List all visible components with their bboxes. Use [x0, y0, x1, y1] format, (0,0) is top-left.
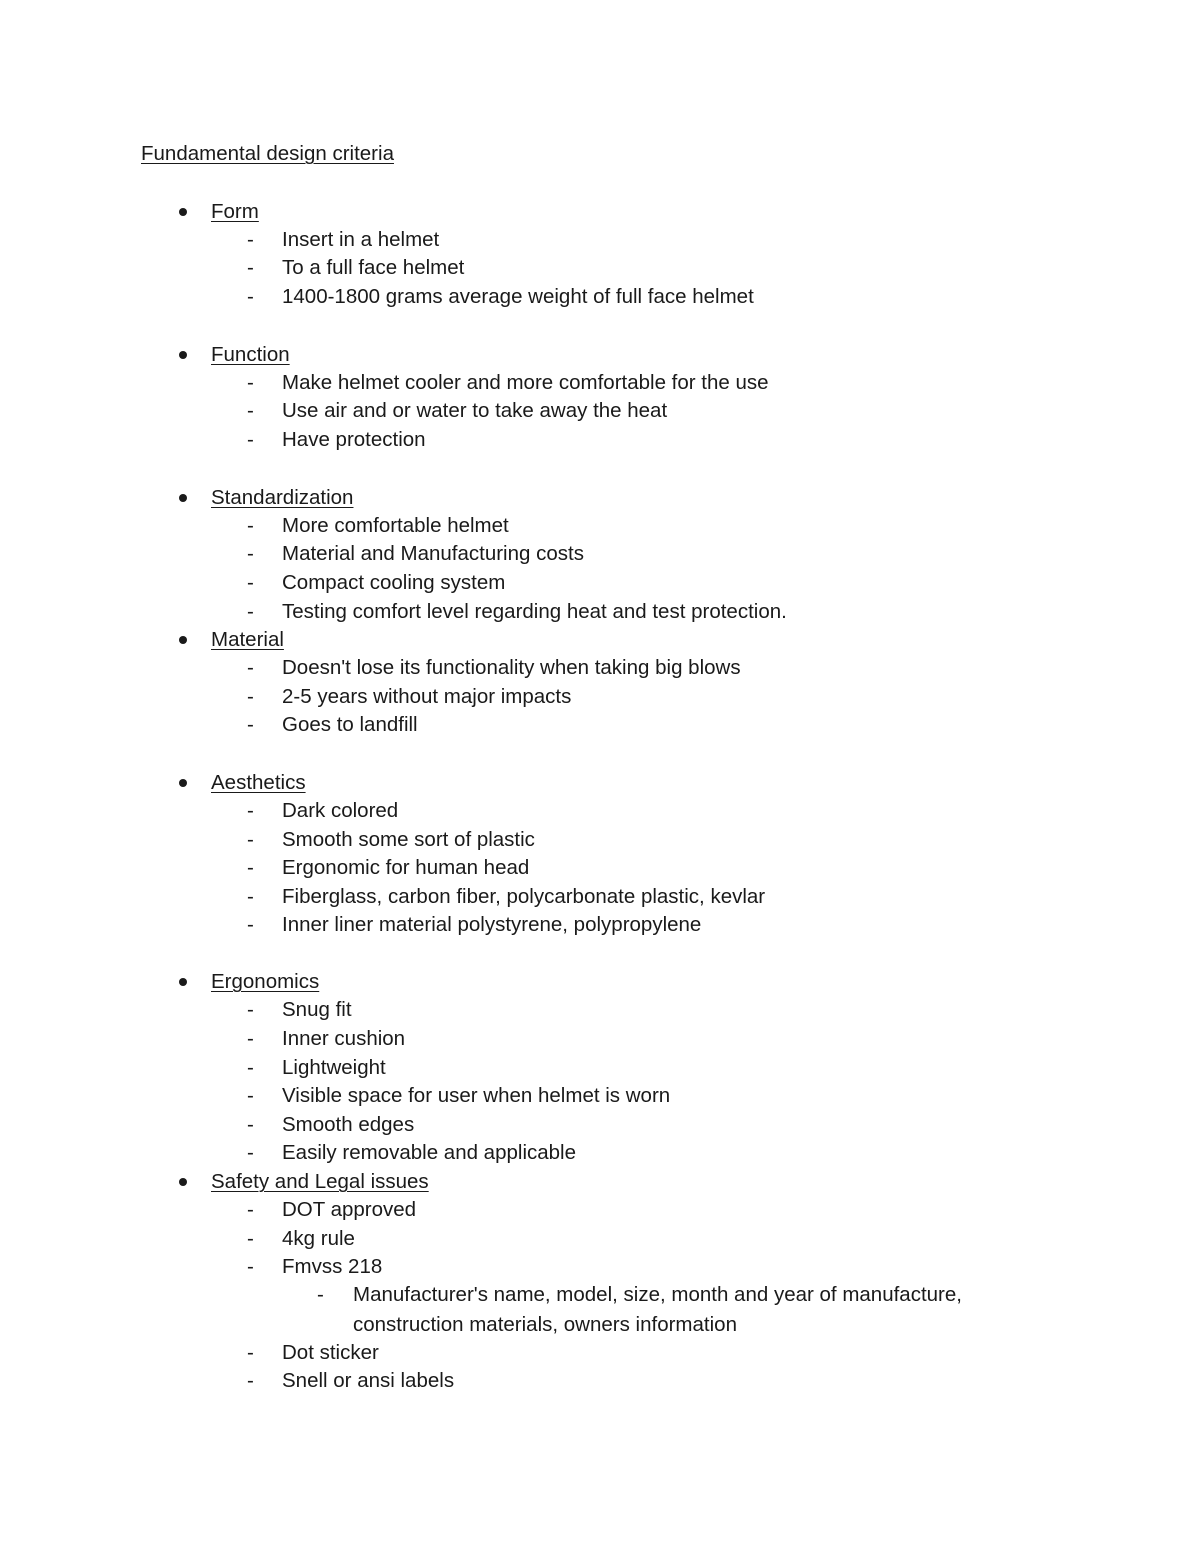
dash-marker: -: [247, 256, 254, 279]
list-item: 4kg rule: [282, 1227, 355, 1250]
bullet-icon: [179, 779, 187, 787]
dash-marker: -: [247, 542, 254, 565]
dash-marker: -: [247, 514, 254, 537]
list-item: 2-5 years without major impacts: [282, 685, 572, 708]
list-item: Inner cushion: [282, 1027, 406, 1050]
dash-marker: -: [247, 399, 254, 422]
dash-marker: -: [247, 799, 254, 822]
section-heading-function: Function: [211, 343, 290, 366]
list-item: Smooth edges: [282, 1113, 415, 1136]
dash-marker: -: [247, 713, 254, 736]
section-heading-safety-legal: Safety and Legal issues: [211, 1170, 429, 1193]
list-item: More comfortable helmet: [282, 514, 509, 537]
list-item: Ergonomic for human head: [282, 856, 530, 879]
dash-marker: -: [247, 285, 254, 308]
list-item: Insert in a helmet: [282, 228, 440, 251]
bullet-icon: [179, 978, 187, 986]
bullet-icon: [179, 208, 187, 216]
dash-marker: -: [247, 371, 254, 394]
dash-marker: -: [247, 1341, 254, 1364]
list-item: Have protection: [282, 428, 426, 451]
list-item: Snell or ansi labels: [282, 1369, 455, 1392]
list-item: Inner liner material polystyrene, polypropylene: [282, 913, 702, 936]
dash-marker: -: [247, 1255, 254, 1278]
dash-marker: -: [247, 600, 254, 623]
dash-marker: -: [247, 998, 254, 1021]
section-heading-material: Material: [211, 628, 284, 651]
dash-marker: -: [247, 685, 254, 708]
dash-marker: -: [247, 828, 254, 851]
dash-marker: -: [247, 1113, 254, 1136]
dash-marker: -: [247, 1027, 254, 1050]
sub-list-item: Manufacturer's name, model, size, month and year of manufacture, construction materials, owners information: [353, 1283, 962, 1336]
list-item: Make helmet cooler and more comfortable for the use: [282, 371, 769, 394]
bullet-icon: [179, 636, 187, 644]
list-item: Testing comfort level regarding heat and test protection.: [282, 600, 787, 623]
dash-marker: -: [247, 1141, 254, 1164]
list-item: Goes to landfill: [282, 713, 418, 736]
bullet-icon: [179, 1178, 187, 1186]
list-item: Dot sticker: [282, 1341, 379, 1364]
dash-marker: -: [247, 1084, 254, 1107]
list-item: Compact cooling system: [282, 571, 506, 594]
list-item: Material and Manufacturing costs: [282, 542, 584, 565]
list-item: Smooth some sort of plastic: [282, 828, 535, 851]
document-title: Fundamental design criteria: [141, 142, 394, 165]
dash-marker: -: [247, 1056, 254, 1079]
list-item: Fiberglass, carbon fiber, polycarbonate plastic, kevlar: [282, 885, 766, 908]
dash-marker: -: [247, 1227, 254, 1250]
section-heading-ergonomics: Ergonomics: [211, 970, 320, 993]
list-item: Visible space for user when helmet is worn: [282, 1084, 671, 1107]
list-item: To a full face helmet: [282, 256, 465, 279]
list-item: Lightweight: [282, 1056, 386, 1079]
list-item: Dark colored: [282, 799, 399, 822]
list-item: Easily removable and applicable: [282, 1141, 577, 1164]
list-item: Fmvss 218: [282, 1255, 383, 1278]
dash-marker: -: [247, 228, 254, 251]
dash-marker: -: [247, 856, 254, 879]
dash-marker: -: [317, 1283, 324, 1306]
list-item: Doesn't lose its functionality when taking big blows: [282, 656, 741, 679]
list-item: 1400-1800 grams average weight of full face helmet: [282, 285, 754, 308]
list-item: Snug fit: [282, 998, 352, 1021]
section-heading-form: Form: [211, 200, 259, 223]
dash-marker: -: [247, 656, 254, 679]
section-heading-standardization: Standardization: [211, 486, 354, 509]
dash-marker: -: [247, 885, 254, 908]
dash-marker: -: [247, 428, 254, 451]
bullet-icon: [179, 494, 187, 502]
bullet-icon: [179, 351, 187, 359]
dash-marker: -: [247, 913, 254, 936]
list-item: Use air and or water to take away the heat: [282, 399, 668, 422]
dash-marker: -: [247, 571, 254, 594]
dash-marker: -: [247, 1198, 254, 1221]
section-heading-aesthetics: Aesthetics: [211, 771, 306, 794]
dash-marker: -: [247, 1369, 254, 1392]
list-item: DOT approved: [282, 1198, 417, 1221]
